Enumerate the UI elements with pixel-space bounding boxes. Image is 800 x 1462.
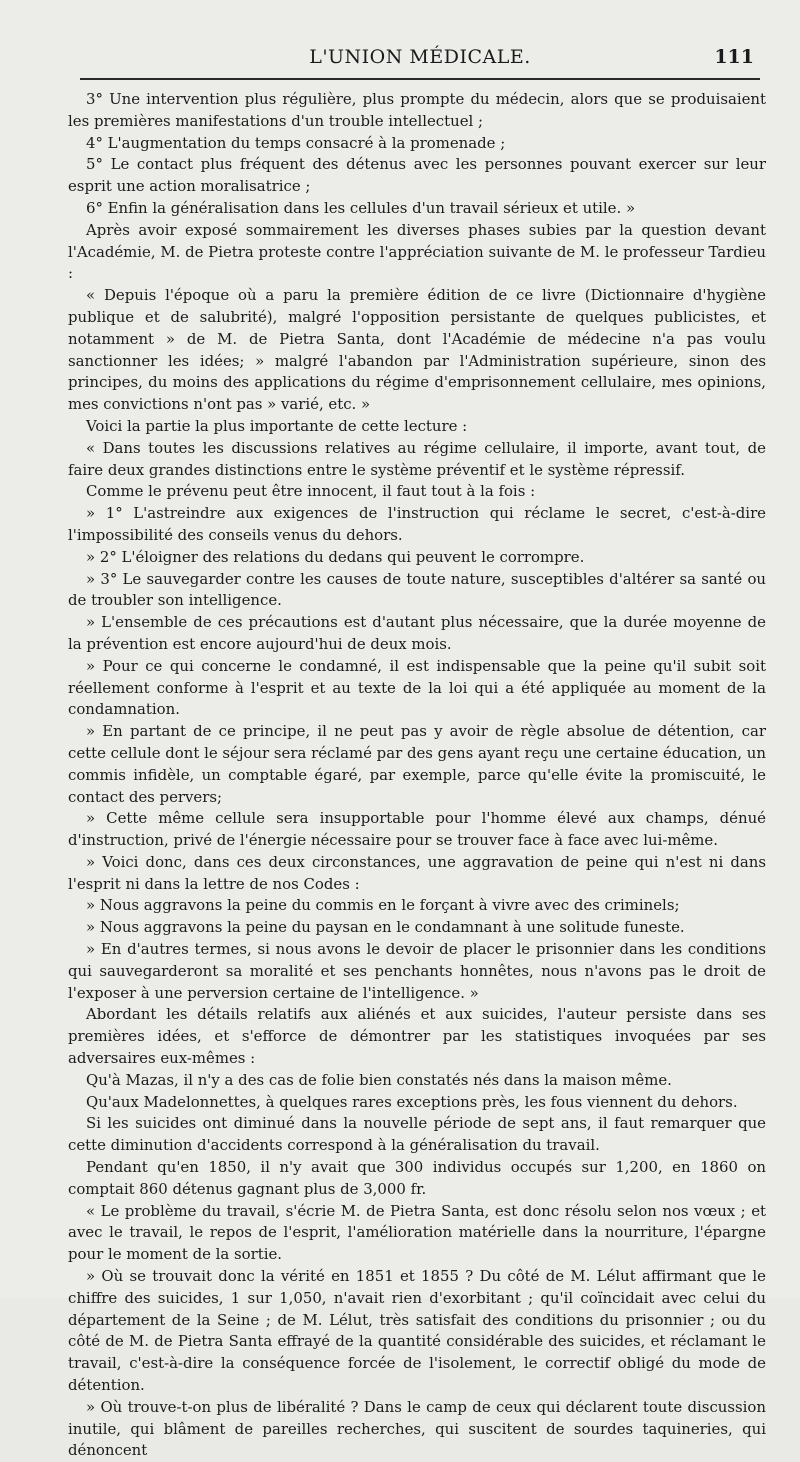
page-number: 111: [714, 46, 754, 68]
quoted-paragraph: » Où se trouvait donc la vérité en 1851 et 1855 ? Du côté de M. Lélut affirmant que le chiffre des suicides, 1 sur 1,050, n'avait rien d'exorbitant ; qu'il coïncidait avec celui du département de la Seine ; de M. Lélut, très satisfait des conditions du prisonnier ; ou du côté de M. de Pietra Santa effrayé de la quantité considérable des suicides, et réclamant le travail, c'est-à-dire la conséquence forcée de l'isolement, le correctif obligé du mode de détention.: [68, 1267, 766, 1395]
quoted-paragraph: » Où trouve-t-on plus de libéralité ? Dans le camp de ceux qui déclarent toute discussion inutile, qui blâment de pareilles recherches, qui suscitent de sourdes taquineries, qui dénoncent: [68, 1397, 766, 1460]
paragraph: 3° Une intervention plus régulière, plus prompte du médecin, alors que se produisaient les premières manifestations d'un trouble intellectuel ;: [68, 90, 766, 130]
quoted-paragraph: » 3° Le sauvegarder contre les causes de toute nature, susceptibles d'altérer sa santé ou de troubler son intelligence.: [68, 569, 766, 610]
quoted-paragraph: » En d'autres termes, si nous avons le devoir de placer le prisonnier dans les conditions qui sauvegarderont sa moralité et ses penchants honnêtes, nous n'avons pas le droit de l'exposer à une perversion certaine de l'intelligence. »: [68, 940, 766, 1002]
quoted-paragraph: » 1° L'astreindre aux exigences de l'instruction qui réclame le secret, c'est-à-dire l'impossibilité des conseils venus du dehors.: [68, 504, 766, 544]
paragraph: Après avoir exposé sommairement les diverses phases subies par la question devant l'Académie, M. de Pietra proteste contre l'appréciation suivante de M. le professeur Tardieu :: [68, 220, 766, 283]
paragraph: 5° Le contact plus fréquent des détenus avec les personnes pouvant exercer sur leur esprit une action moralisatrice ;: [68, 155, 766, 196]
paragraph: Qu'à Mazas, il n'y a des cas de folie bien constatés nés dans la maison même.: [86, 1070, 672, 1089]
quoted-paragraph: » Pour ce qui concerne le condamné, il est indispensable que la peine qu'il subit soit réellement conforme à l'esprit et au texte de la loi qui a été appliquée au moment de la condamnation.: [68, 656, 766, 719]
paragraph: Voici la partie la plus importante de cette lecture :: [86, 416, 468, 435]
paragraph: Si les suicides ont diminué dans la nouvelle période de sept ans, il faut remarquer que cette diminution d'accidents correspond à la généralisation du travail.: [68, 1114, 766, 1155]
paragraph: 4° L'augmentation du temps consacré à la promenade ;: [86, 133, 506, 152]
paragraph: Comme le prévenu peut être innocent, il faut tout à la fois :: [86, 482, 536, 501]
quoted-paragraph: » L'ensemble de ces précautions est d'autant plus nécessaire, que la durée moyenne de la prévention est encore aujourd'hui de deux mois.: [68, 613, 766, 653]
running-title: L'UNION MÉDICALE.: [309, 46, 531, 68]
quoted-paragraph: » Cette même cellule sera insupportable pour l'homme élevé aux champs, dénué d'instruction, privé de l'énergie nécessaire pour se trouver face à face avec lui-même.: [68, 809, 766, 850]
paragraph: 6° Enfin la généralisation dans les cellules d'un travail sérieux et utile. »: [86, 198, 636, 217]
paragraph: Qu'aux Madelonnettes, à quelques rares exceptions près, les fous viennent du dehors.: [86, 1092, 738, 1111]
quoted-paragraph: « Dans toutes les discussions relatives au régime cellulaire, il importe, avant tout, de faire deux grandes distinctions entre le système préventif et le système répressif.: [68, 438, 766, 479]
quoted-paragraph: » En partant de ce principe, il ne peut pas y avoir de règle absolue de détention, car cette cellule dont le séjour sera réclamé par des gens ayant reçu une certaine éducation, un commis infidèle, un comptable égaré, par exemple, parce qu'elle évite la promiscuité, le contact des pervers;: [68, 722, 766, 806]
quoted-paragraph: » Nous aggravons la peine du commis en le forçant à vivre avec des criminels;: [86, 896, 680, 915]
quoted-paragraph: » 2° L'éloigner des relations du dedans qui peuvent le corrompre.: [86, 547, 585, 566]
paragraph: Pendant qu'en 1850, il n'y avait que 300 individus occupés sur 1,200, en 1860 on comptait 860 détenus gagnant plus de 3,000 fr.: [68, 1158, 766, 1198]
quoted-paragraph: « Depuis l'époque où a paru la première édition de ce livre (Dictionnaire d'hygiène publique et de salubrité), malgré l'opposition persistante de quelques publicistes, et notamment » de M. de Pietra Santa, dont l'Académie de médecine n'a pas voulu sanctionner les idées; » malgré l'abandon par l'Administration supérieure, sinon des principes, du moins des applications du régime d'emprisonnement cellulaire, mes opinions, mes convictions n'ont pas » varié, etc. »: [68, 286, 766, 414]
paragraph: Abordant les détails relatifs aux aliénés et aux suicides, l'auteur persiste dans ses premières idées, et s'efforce de démontrer par les statistiques invoquées par ses adversaires eux-mêmes :: [68, 1005, 766, 1068]
body-text: [68, 89, 766, 1462]
header-rule: [80, 78, 760, 80]
quoted-paragraph: » Voici donc, dans ces deux circonstances, une aggravation de peine qui n'est ni dans l'esprit ni dans la lettre de nos Codes :: [68, 852, 766, 893]
quoted-paragraph: « Le problème du travail, s'écrie M. de Pietra Santa, est donc résolu selon nos vœux ; et avec le travail, le repos de l'esprit, l'amélioration matérielle dans la nourriture, l'épargne pour le moment de la sortie.: [68, 1201, 766, 1264]
quoted-paragraph: » Nous aggravons la peine du paysan en le condamnant à une solitude funeste.: [86, 918, 685, 937]
page-header: [80, 44, 760, 72]
